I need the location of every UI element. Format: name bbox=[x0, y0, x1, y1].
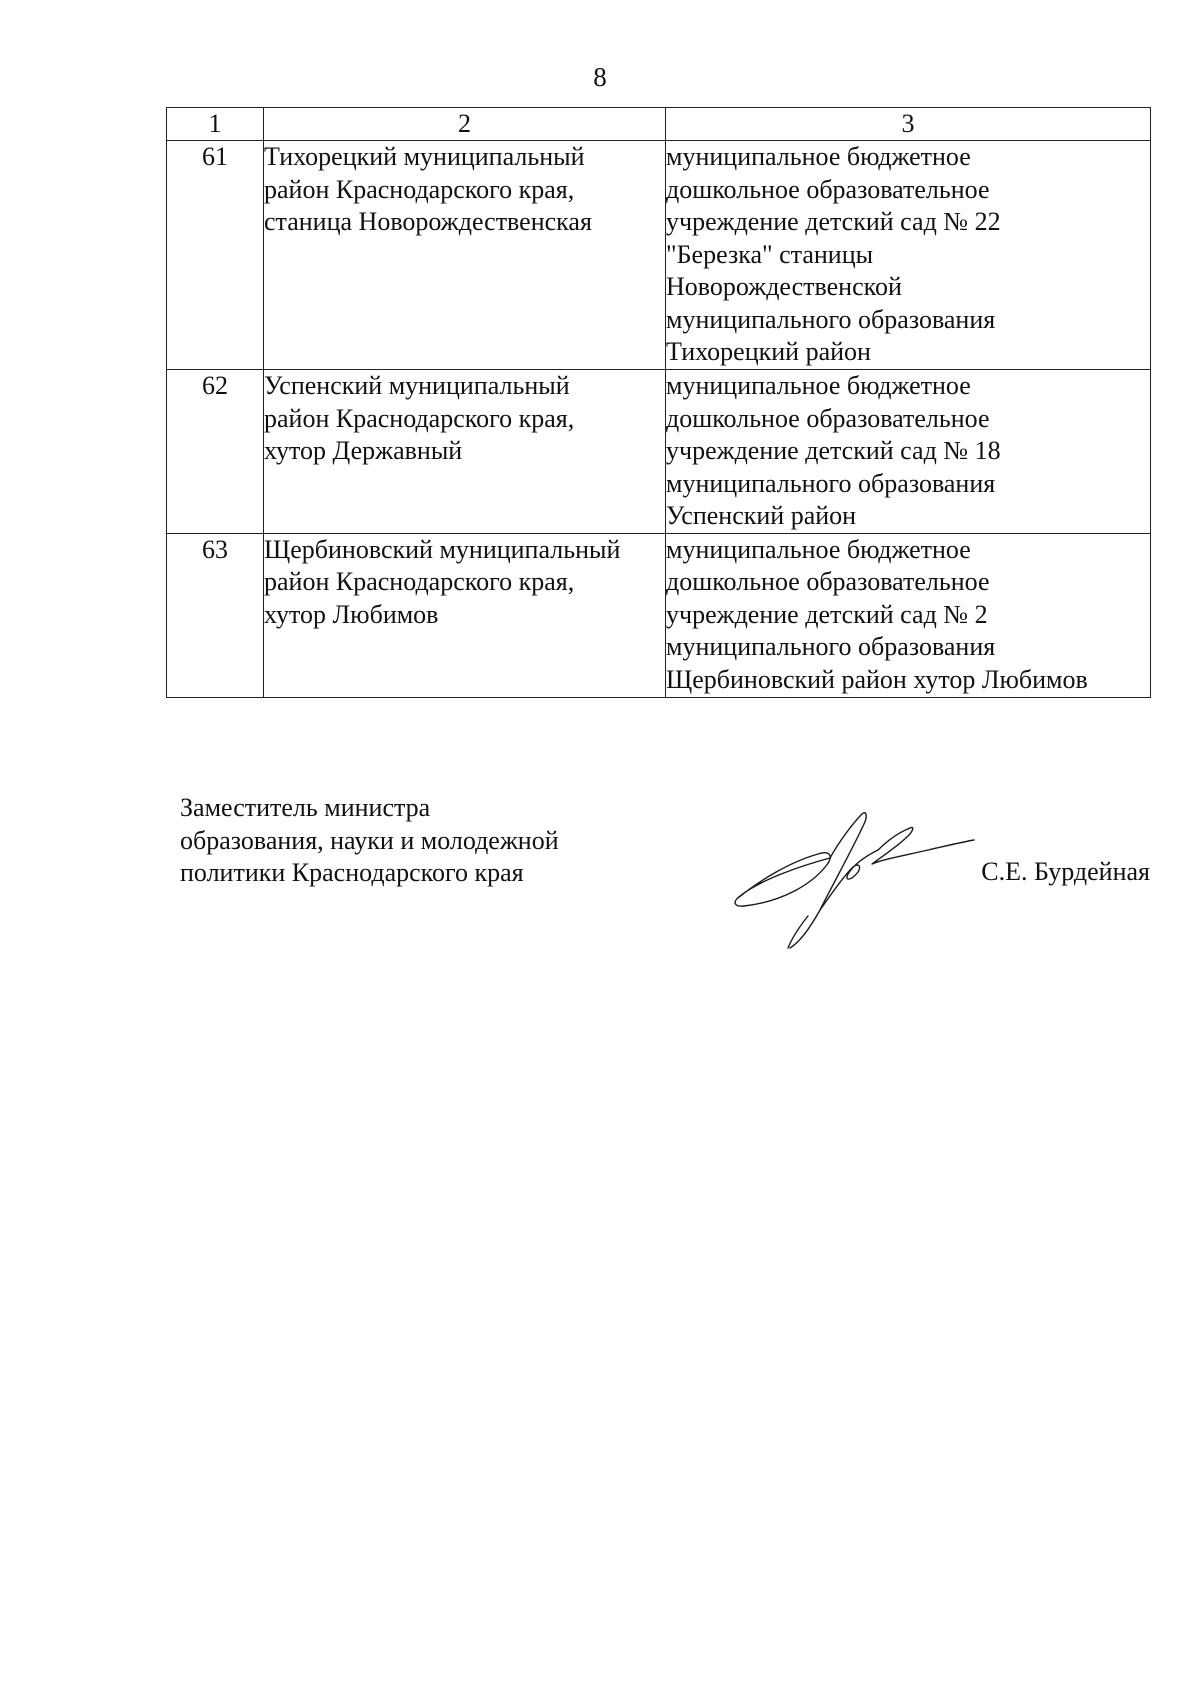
institution-cell: муниципальное бюджетное дошкольное образовательное учреждение детский сад № 18 муниципального образования Успенский район bbox=[666, 370, 1151, 534]
institution-cell: муниципальное бюджетное дошкольное образовательное учреждение детский сад № 22 "Березка" станицы Новорождественской муниципального образования Тихорецкий район bbox=[666, 141, 1151, 370]
signer-name: С.Е. Бурдейная bbox=[981, 857, 1150, 886]
table-header-cell: 1 bbox=[167, 108, 264, 141]
table-row bbox=[167, 141, 1151, 370]
district-cell: Тихорецкий муниципальный район Краснодарского края, станица Новорождественская bbox=[264, 141, 666, 370]
handwritten-signature bbox=[730, 810, 980, 950]
table-row bbox=[167, 533, 1151, 697]
district-cell: Успенский муниципальный район Краснодарского края, хутор Державный bbox=[264, 370, 666, 534]
table-header-cell: 2 bbox=[264, 108, 666, 141]
table-row bbox=[167, 370, 1151, 534]
row-number: 61 bbox=[167, 141, 264, 370]
row-number: 63 bbox=[167, 533, 264, 697]
district-cell: Щербиновский муниципальный район Краснодарского края, хутор Любимов bbox=[264, 533, 666, 697]
table-header-row bbox=[167, 108, 1151, 141]
row-number: 62 bbox=[167, 370, 264, 534]
institution-cell: муниципальное бюджетное дошкольное образовательное учреждение детский сад № 2 муниципального образования Щербиновский район хутор Любимов bbox=[666, 533, 1151, 697]
table-header-cell: 3 bbox=[666, 108, 1151, 141]
institutions-table bbox=[166, 107, 1151, 698]
signer-position: Заместитель министра образования, науки и молодежной политики Краснодарского края bbox=[180, 793, 559, 887]
page-number: 8 bbox=[593, 62, 607, 92]
